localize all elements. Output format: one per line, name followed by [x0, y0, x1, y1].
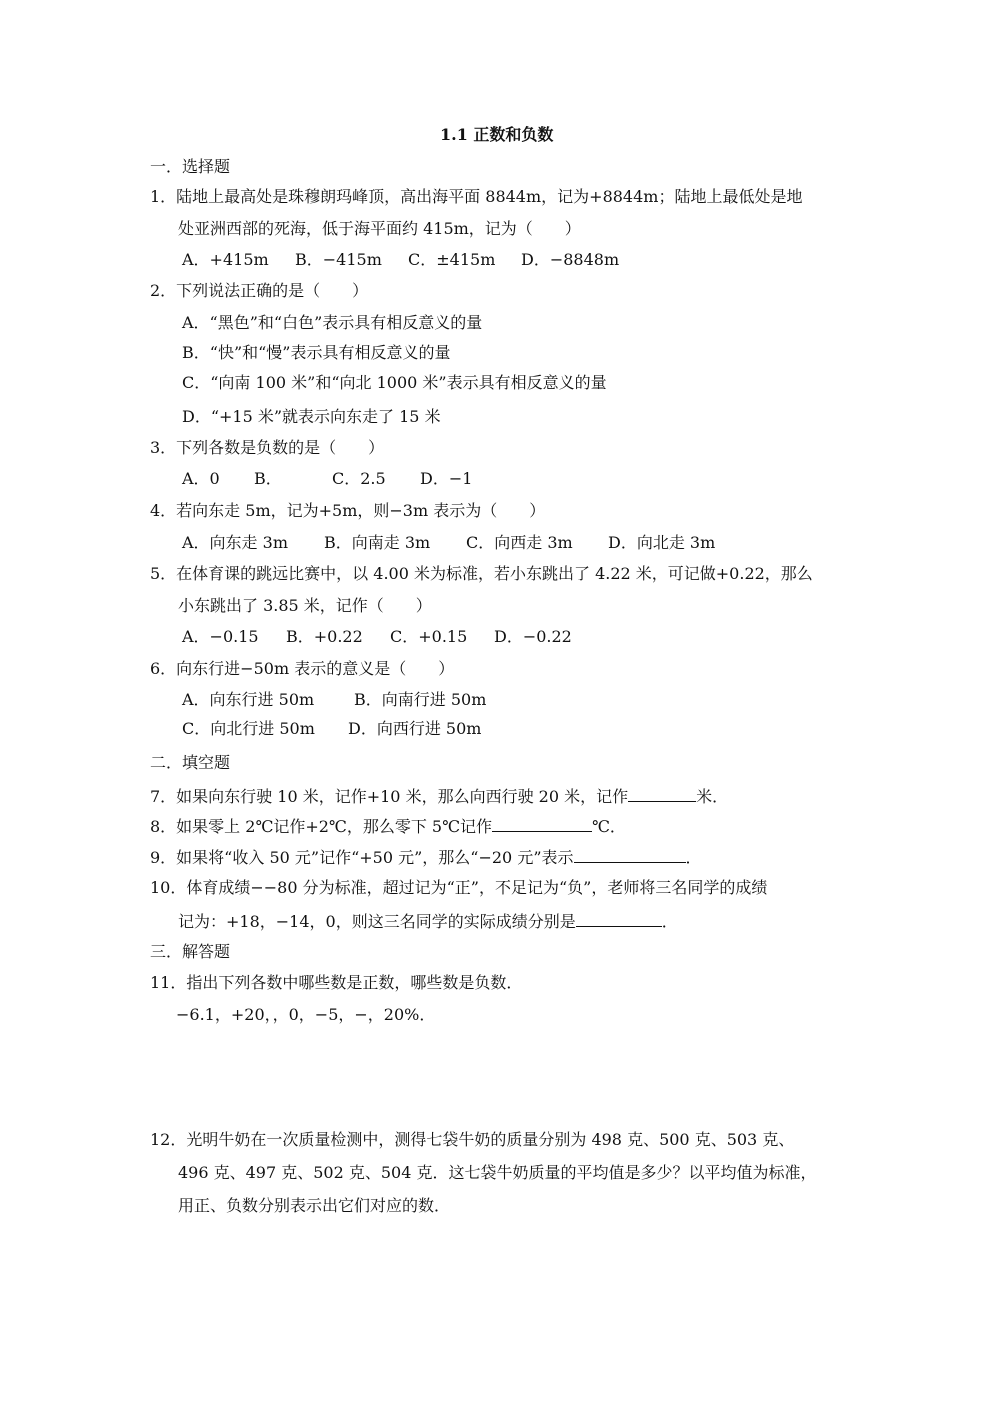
question-5-line-1: 5．在体育课的跳远比赛中，以 4.00 米为标准，若小东跳出了 4.22 米，可记做+0.22，那么	[150, 564, 813, 583]
option-c: C．+0.15	[390, 627, 468, 646]
section-heading-fill: 二．填空题	[150, 753, 231, 772]
question-1-options	[182, 250, 619, 270]
option-b: B．向南行进 50m	[354, 690, 487, 709]
question-4-options	[182, 533, 715, 553]
option-b: B．−415m	[295, 250, 382, 269]
option-d: D．−8848m	[521, 250, 620, 269]
question-10-line-2	[178, 910, 678, 932]
question-1-line-1: 1．陆地上最高处是珠穆朗玛峰顶，高出海平面 8844m，记为+8844m；陆地上最低处是地	[150, 187, 803, 206]
question-2-option-a: A．“黑色”和“白色”表示具有相反意义的量	[182, 313, 483, 332]
question-7-text: 7．如果向东行驶 10 米，记作+10 米，那么向西行驶 20 米，记作	[150, 787, 629, 806]
question-7-unit: 米．	[696, 787, 729, 806]
question-2-option-c: C．“向南 100 米”和“向北 1000 米”表示具有相反意义的量	[182, 373, 607, 392]
question-6-stem: 6．向东行进−50m 表示的意义是（ ）	[150, 659, 455, 678]
question-2-stem: 2．下列说法正确的是（ ）	[150, 281, 369, 300]
question-8-text: 8．如果零上 2℃记作+2℃，那么零下 5℃记作	[150, 817, 492, 836]
question-6-options-row-1	[182, 690, 486, 710]
question-12-line-2: 496 克、497 克、502 克、504 克．这七袋牛奶质量的平均值是多少？以平均值为标准，	[178, 1163, 817, 1182]
option-b: B．	[254, 469, 282, 488]
question-6-options-row-2	[182, 719, 481, 739]
question-9-text: 9．如果将“收入 50 元”记作“+50 元”，那么“−20 元”表示	[150, 848, 574, 867]
option-a: A．+415m	[182, 250, 269, 269]
question-9	[150, 846, 702, 868]
option-a: A．向东行进 50m	[182, 690, 315, 709]
option-a: A．−0.15	[182, 627, 259, 646]
question-10-line-1: 10．体育成绩−−80 分为标准，超过记为“正”，不足记为“负”，老师将三名同学的成绩	[150, 878, 768, 897]
answer-blank	[628, 785, 696, 802]
question-10-end: ．	[661, 912, 678, 931]
question-4-stem: 4．若向东走 5m，记为+5m，则−3m 表示为（ ）	[150, 501, 546, 520]
option-d: D．−1	[420, 469, 473, 488]
option-b: B．向南走 3m	[324, 533, 431, 552]
answer-blank	[574, 846, 686, 863]
question-5-options	[182, 627, 572, 647]
question-9-end: ．	[685, 848, 702, 867]
question-10-text: 记为：+18，−14，0，则这三名同学的实际成绩分别是	[178, 912, 576, 931]
option-c: C．向西走 3m	[466, 533, 573, 552]
option-d: D．向西行进 50m	[348, 719, 482, 738]
question-7	[150, 785, 728, 807]
question-11-stem: 11．指出下列各数中哪些数是正数，哪些数是负数．	[150, 973, 523, 992]
question-2-option-d: D．“+15 米”就表示向东走了 15 米	[182, 407, 441, 426]
answer-blank	[492, 815, 592, 832]
option-c: C．向北行进 50m	[182, 719, 315, 738]
question-12-line-1: 12．光明牛奶在一次质量检测中，测得七袋牛奶的质量分别为 498 克、500 克、503 克、	[150, 1130, 795, 1149]
answer-blank	[576, 910, 662, 927]
question-8-unit: ℃．	[592, 817, 626, 836]
question-11-numbers: −6.1，+20，，0，−5，−，20%．	[176, 1005, 436, 1024]
question-3-options	[182, 469, 472, 489]
option-b: B．+0.22	[286, 627, 363, 646]
question-5-line-2: 小东跳出了 3.85 米，记作（ ）	[178, 596, 432, 615]
question-8	[150, 815, 626, 837]
option-a: A．0	[182, 469, 220, 488]
question-2-option-b: B．“快”和“慢”表示具有相反意义的量	[182, 343, 451, 362]
option-c: C．2.5	[332, 469, 386, 488]
question-3-stem: 3．下列各数是负数的是（ ）	[150, 438, 385, 457]
question-1-line-2: 处亚洲西部的死海，低于海平面约 415m，记为（ ）	[178, 219, 581, 238]
page-title: 1.1 正数和负数	[440, 125, 554, 144]
section-heading-choice: 一．选择题	[150, 157, 231, 176]
section-heading-answer: 三．解答题	[150, 942, 231, 961]
option-c: C．±415m	[408, 250, 496, 269]
option-d: D．−0.22	[494, 627, 572, 646]
option-d: D．向北走 3m	[608, 533, 716, 552]
question-12-line-3: 用正、负数分别表示出它们对应的数．	[178, 1196, 451, 1215]
option-a: A．向东走 3m	[182, 533, 288, 552]
